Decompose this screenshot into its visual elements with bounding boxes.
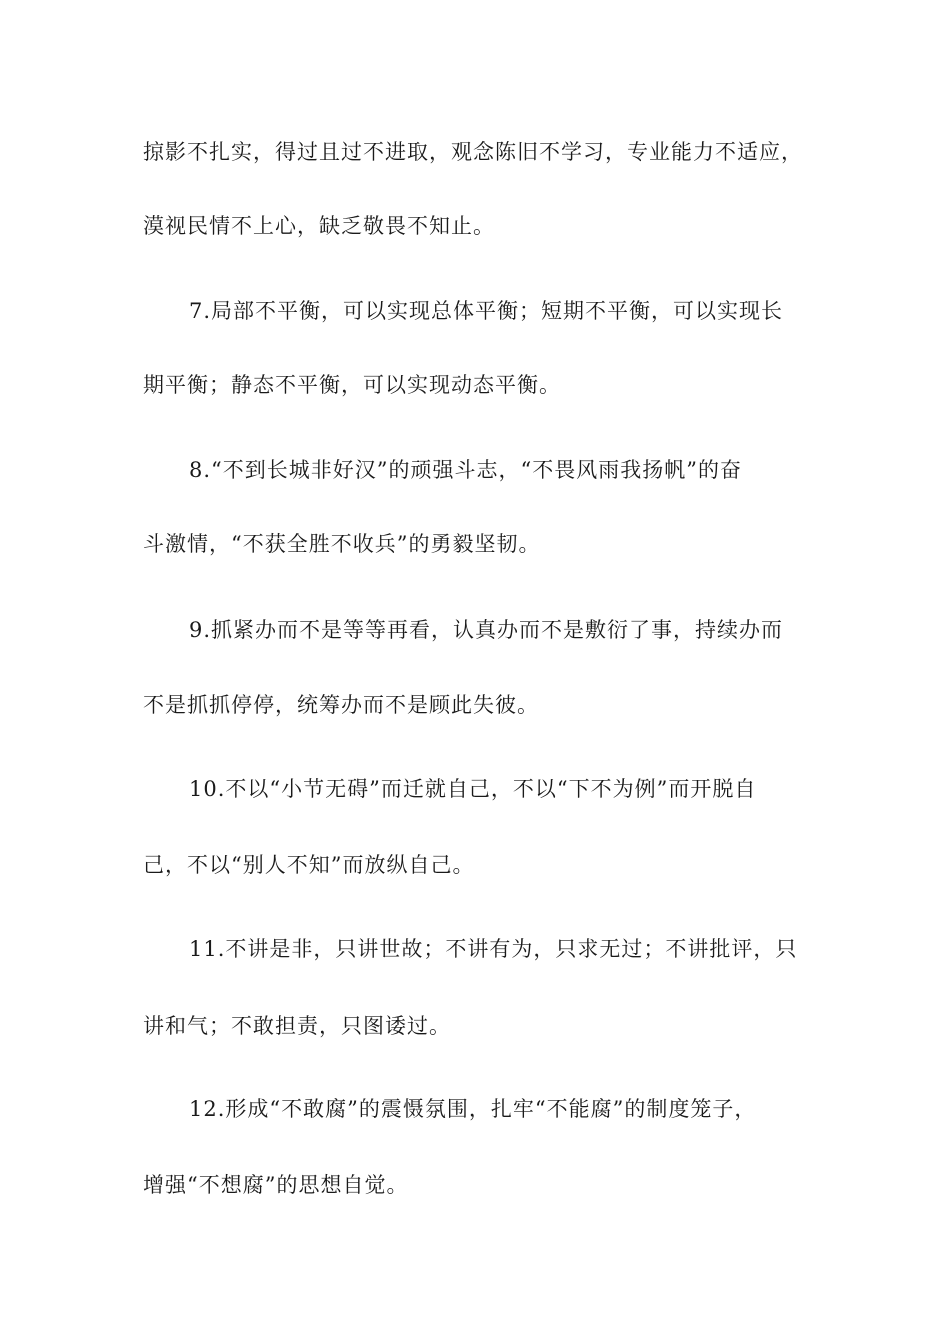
- paragraph-8-line-1: 8.“不到长城非好汉”的顽强斗志，“不畏风雨我扬帆”的奋: [189, 458, 742, 482]
- paragraph-12-line-2: 增强“不想腐”的思想自觉。: [143, 1173, 409, 1197]
- paragraph-9-line-2: 不是抓抓停停，统筹办而不是顾此失彼。: [143, 693, 539, 717]
- paragraph-8-line-2: 斗激情，“不获全胜不收兵”的勇毅坚韧。: [143, 532, 541, 556]
- paragraph-7-line-1: 7.局部不平衡，可以实现总体平衡；短期不平衡，可以实现长: [189, 299, 784, 323]
- paragraph-12-line-1: 12.形成“不敢腐”的震慑氛围，扎牢“不能腐”的制度笼子，: [189, 1097, 757, 1121]
- paragraph-0-line-1: 掠影不扎实，得过且过不进取，观念陈旧不学习，专业能力不适应，: [143, 140, 803, 164]
- paragraph-10-line-1: 10.不以“小节无碍”而迁就自己，不以“下不为例”而开脱自: [189, 777, 757, 801]
- paragraph-10-line-2: 己，不以“别人不知”而放纵自己。: [143, 853, 475, 877]
- paragraph-7-line-2: 期平衡；静态不平衡，可以实现动态平衡。: [143, 373, 561, 397]
- paragraph-11-line-2: 讲和气；不敢担责，只图诿过。: [143, 1014, 451, 1038]
- paragraph-0-line-2: 漠视民情不上心，缺乏敬畏不知止。: [143, 214, 495, 238]
- paragraph-9-line-1: 9.抓紧办而不是等等再看，认真办而不是敷衍了事，持续办而: [189, 618, 784, 642]
- paragraph-11-line-1: 11.不讲是非，只讲世故；不讲有为，只求无过；不讲批评，只: [189, 937, 798, 961]
